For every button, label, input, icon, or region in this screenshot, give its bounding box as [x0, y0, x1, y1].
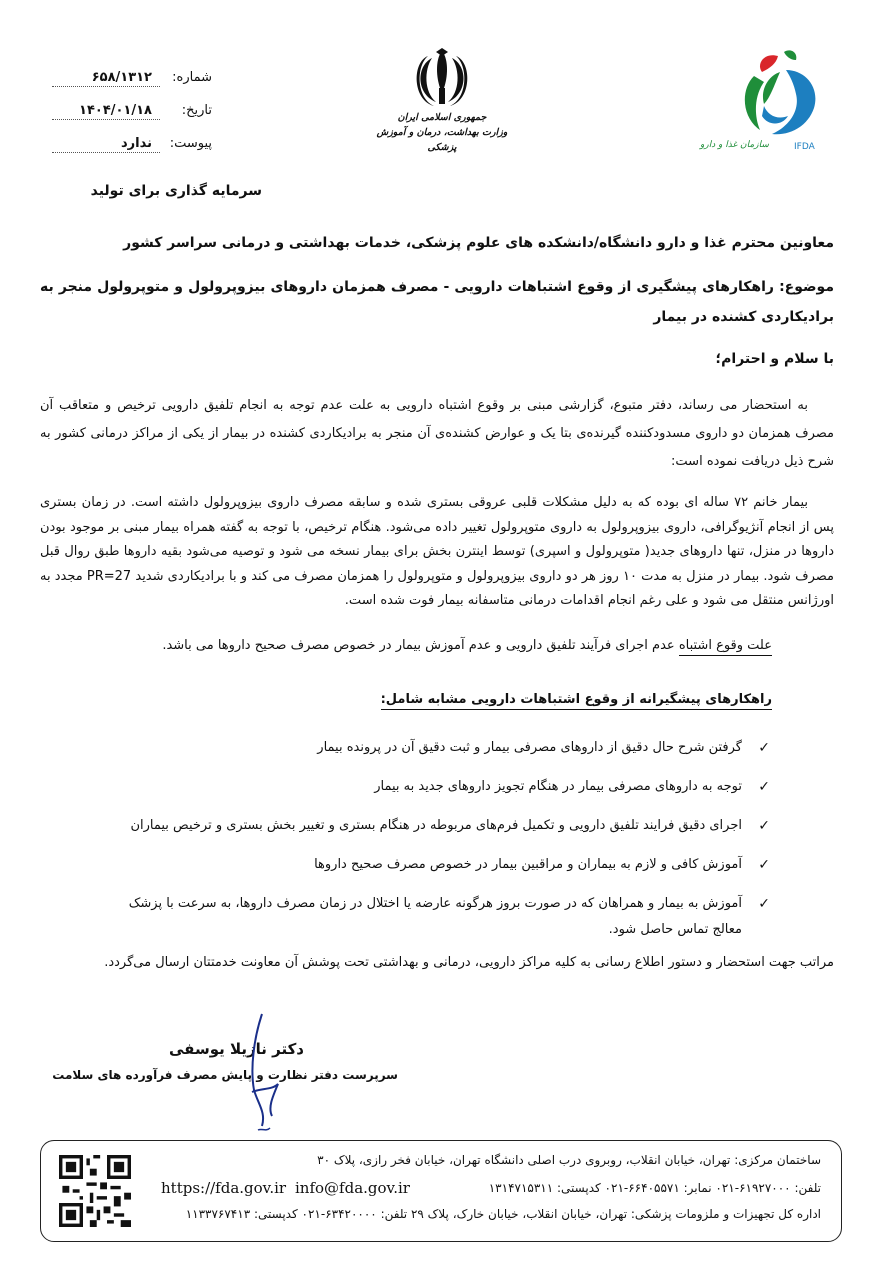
letter-date: [52, 103, 212, 121]
website-link[interactable]: https://fda.gov.ir: [161, 1179, 287, 1197]
check-icon: ✓: [758, 896, 770, 912]
signer-name: دکتر نازیلا یوسفی: [169, 1040, 304, 1058]
list-item: [76, 774, 770, 800]
measures-title: [381, 692, 772, 707]
attachment-label: پیوست:: [169, 136, 212, 151]
signer-title: سرپرست دفتر نظارت و پایش مصرف فرآورده های سلامت: [52, 1068, 398, 1082]
footer-address-central: ساختمان مرکزی: تهران، خیابان انقلاب، روبروی درب اصلی دانشگاه تهران، خیابان فخر رازی، پلاک ۳۰: [317, 1153, 821, 1167]
recipient: معاونین محترم غذا و دارو دانشگاه/دانشکده های علوم پزشکی، خدمات بهداشتی و درمانی سراسر کشور: [123, 235, 834, 251]
date-label: تاریخ:: [181, 103, 212, 118]
check-icon: ✓: [758, 857, 770, 873]
letter-attachment: [52, 136, 212, 154]
gov-line-1: جمهوری اسلامی ایران: [397, 112, 487, 123]
qr-code-icon: [59, 1155, 131, 1227]
email-link[interactable]: info@fda.gov.ir: [295, 1179, 410, 1197]
paragraph-2: بیمار خانم ۷۲ ساله ای بوده که به دلیل مشکلات قلبی عروقی بستری شده و سابقه مصرف داروی بیزوپرولول داشته است. در زمان بستری پس از انجام آنژیوگرافی، داروی بیزوپرولول به داروی متوپرولول تغییر داده می‌شود. هنگام ترخیص، با توجه به گفته همراه بیمار مبنی بر موجود بودن داروها در منزل، تنها داروهای جدید( متوپرولول و اسپری) توسط اینترن بخش برای بیمار نسخه می شود و توصیه می‌شود بقیه داروها طبق روال قبل مصرف شود. بیمار در منزل به مدت ۱۰ روز هر دو داروی بیزوپرولول و متوپرولول را همزمان مصرف می کند و با برادیکاردی شدید PR=27 مجدد به اورژانس منتقل می شود و علی رغم انجام اقدامات درمانی متاسفانه بیمار فوت شده است.: [40, 495, 834, 608]
list-item: [76, 813, 770, 839]
check-icon: ✓: [758, 818, 770, 834]
number-value: ۶۵۸/۱۳۱۲: [91, 70, 152, 85]
list-item: [76, 891, 770, 943]
letter-number: [52, 70, 212, 88]
gov-line-2: وزارت بهداشت، درمان و آموزش پزشکی: [376, 127, 508, 153]
government-header: [372, 110, 512, 155]
measure-text: آموزش به بیمار و همراهان که در صورت بروز هرگونه عارضه یا اختلال در زمان مصرف داروها، به سرعت با پزشک معالج تماس حاصل شود.: [128, 896, 742, 937]
measure-text: آموزش کافی و لازم به بیماران و مراقبین بیمار در خصوص مصرف صحیح داروها: [314, 857, 742, 872]
number-label: شماره:: [172, 70, 212, 85]
slogan: سرمایه گذاری برای تولید: [90, 183, 262, 199]
footer-phones-central: تلفن: ۶۱۹۲۷۰۰۰-۰۲۱ نمابر: ۶۶۴۰۵۵۷۱-۰۲۱ کدپستی: ۱۳۱۴۷۱۵۳۱۱: [488, 1181, 821, 1195]
footer-address-devices: اداره کل تجهیزات و ملزومات پزشکی: تهران، خیابان انقلاب، خیابان خارک، پلاک ۲۹ تلفن: ۶۳۴۲۰۰۰۰-۰۲۱ کدپستی: ۱۱۳۳۷۶۷۴۱۳: [185, 1207, 821, 1221]
check-icon: ✓: [758, 779, 770, 795]
ifda-name-en: IFDA: [794, 142, 815, 152]
subject: موضوع: راهکارهای پیشگیری از وقوع اشتباهات دارویی - مصرف همزمان داروهای بیزوپرولول و متوپرولول منجر به برادیکاردی کشنده در بیمار: [40, 279, 834, 325]
ifda-logo-icon: [734, 46, 826, 142]
greeting: با سلام و احترام؛: [715, 351, 834, 367]
measures-title-text: راهکارهای پیشگیرانه از وقوع اشتباهات دارویی مشابه شامل:: [381, 692, 772, 710]
attachment-value: ندارد: [120, 136, 152, 151]
paragraph-1: به استحضار می رساند، دفتر متبوع، گزارشی مبنی بر وقوع اشتباه دارویی به علت عدم توجه به انجام تلفیق دارویی ترخیص و متعاقب آن مصرف همزمان دو داروی مسدودکننده گیرنده‌ی بتا یک و عوارض کشنده‌ی آن منجر به برادیکاردی کشنده در بیمار از یکی از مراکز درمانی کشور به شرح ذیل دریافت نموده است:: [40, 398, 834, 469]
list-item: [76, 852, 770, 878]
footer-contact-box: [40, 1140, 842, 1242]
iran-emblem-icon: [372, 48, 512, 110]
measure-text: توجه به داروهای مصرفی بیمار در هنگام تجویز داروهای جدید به بیمار: [374, 779, 742, 794]
check-icon: ✓: [758, 740, 770, 756]
cause-label: علت وقوع اشتباه: [679, 638, 772, 656]
handwritten-signature: [232, 1008, 322, 1138]
cause-text: عدم اجرای فرآیند تلفیق دارویی و عدم آموزش بیمار در خصوص مصرف صحیح داروها می باشد.: [162, 638, 679, 653]
ifda-name-fa: سازمان غذا و دارو: [700, 140, 769, 150]
measures-list: [76, 735, 770, 956]
measure-text: اجرای دقیق فرایند تلفیق دارویی و تکمیل فرم‌های مربوطه در هنگام بستری و تغییر بخش بستری و ترخیص بیماران: [130, 818, 742, 833]
cause-line: [162, 638, 772, 653]
measure-text: گرفتن شرح حال دقیق از داروهای مصرفی بیمار و ثبت دقیق آن در پرونده بیمار: [317, 740, 742, 755]
list-item: [76, 735, 770, 761]
date-value: ۱۴۰۴/۰۱/۱۸: [79, 103, 152, 118]
closing-paragraph: مراتب جهت استحضار و دستور اطلاع رسانی به کلیه مراکز دارویی، درمانی و بهداشتی تحت پوشش آن معاونت خدمتتان ارسال می‌گردد.: [104, 955, 834, 970]
